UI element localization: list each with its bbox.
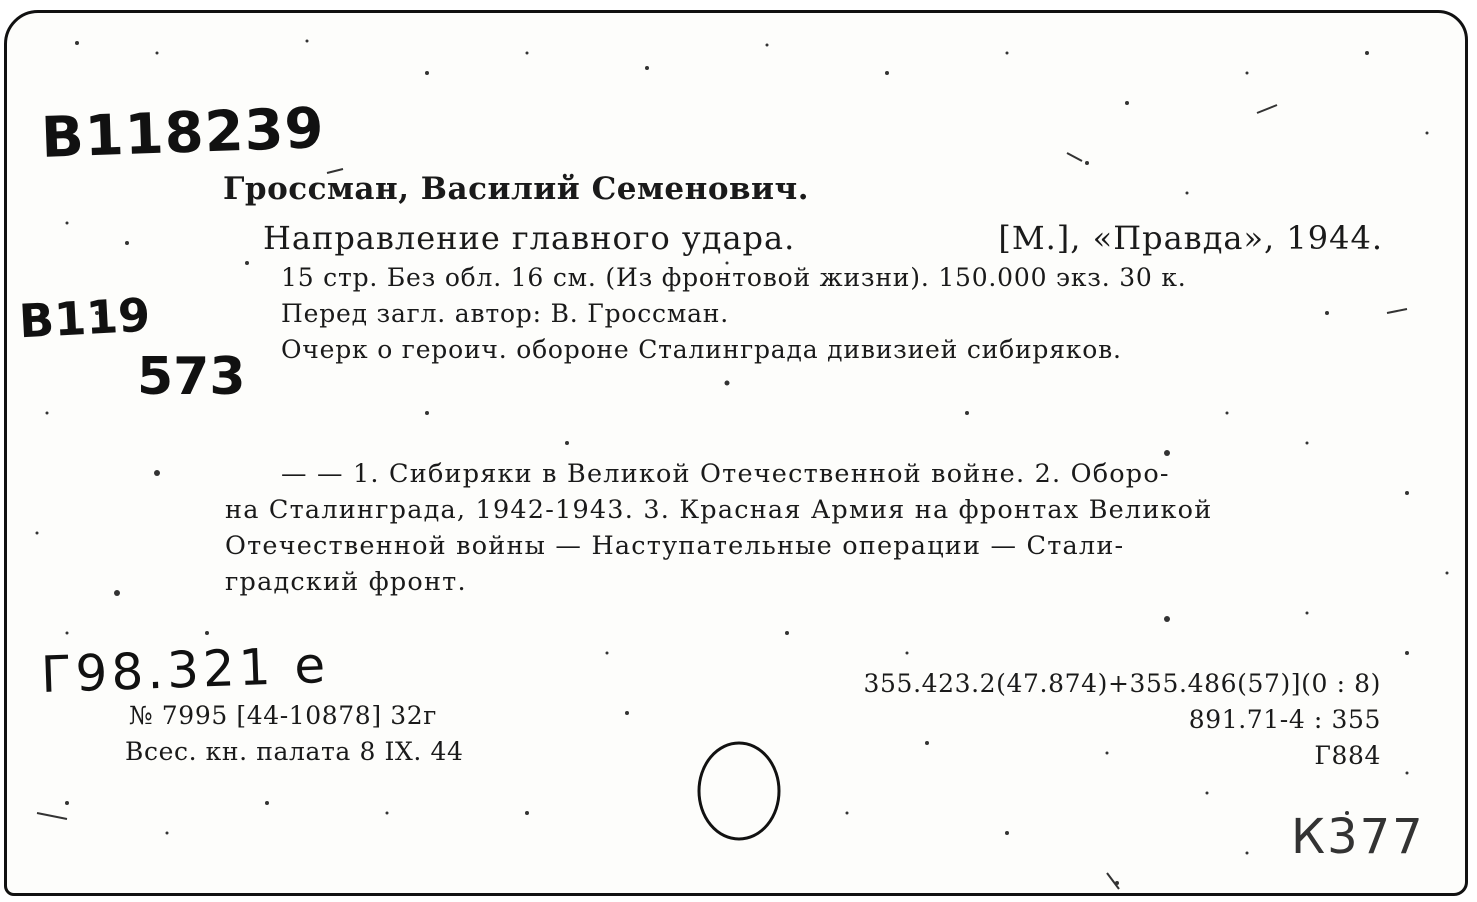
subject-line-3: Отечественной войны — Наступательные операции — Стали- [225,531,1125,561]
book-chamber-stamp: Всес. кн. палата 8 IX. 44 [125,737,464,766]
catalog-card [4,10,1468,896]
handwritten-shelfmark-left-1: B119 [17,287,152,349]
author-heading: Гроссман, Василий Семенович. [223,171,810,207]
imprint: [М.], «Правда», 1944. [998,219,1383,257]
book-title: Направление главного удара. [263,219,796,257]
bbk-code: 891.71-4 : 355 [1188,705,1381,734]
handwritten-shelfmark-top: B118239 [39,96,326,171]
subject-line-1: — — 1. Сибиряки в Великой Отечественной войне. 2. Оборо- [281,459,1170,489]
subject-line-4: градский фронт. [225,567,467,597]
udc-code: 355.423.2(47.874)+355.486(57)](0 : 8) [863,669,1381,698]
note-content: Очерк о героич. обороне Сталинграда дивизией сибиряков. [281,335,1122,364]
note-author: Перед загл. автор: В. Гроссман. [281,299,730,328]
record-number: № 7995 [44-10878] 32г [129,701,437,730]
author-sign: Г884 [1314,741,1381,770]
subject-line-2: на Сталинграда, 1942-1943. 3. Красная Армия на фронтах Великой [225,495,1213,525]
handwritten-class-code: Г98.321 е [40,635,331,705]
physical-description: 15 стр. Без обл. 16 см. (Из фронтовой жизни). 150.000 экз. 30 к. [281,263,1187,292]
handwritten-inventory-number: К377 [1291,809,1425,865]
handwritten-shelfmark-left-2: 573 [137,347,246,407]
punch-hole [699,743,779,839]
